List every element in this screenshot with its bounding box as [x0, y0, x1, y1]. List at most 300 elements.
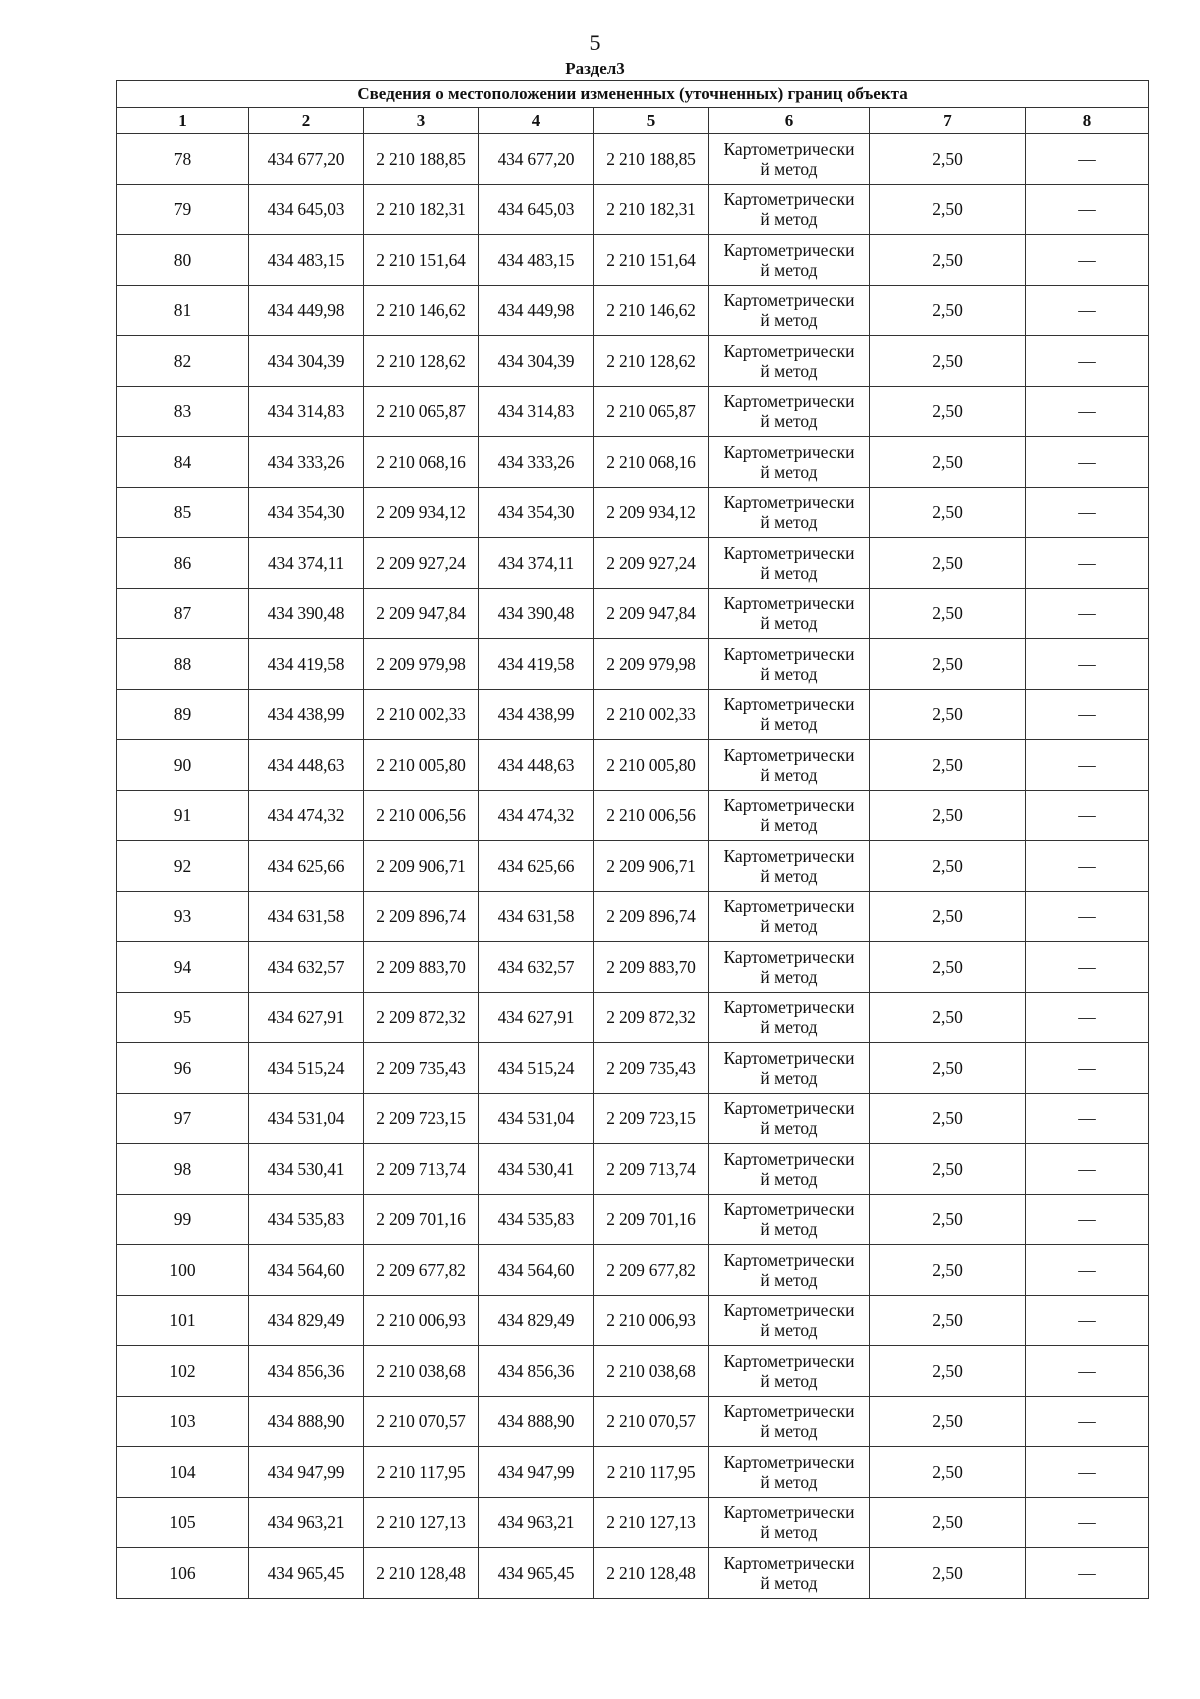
coordinate-cell: 2 210 006,93 — [364, 1295, 479, 1346]
coordinate-cell: 434 677,20 — [479, 134, 594, 185]
coordinate-cell: 2 209 713,74 — [364, 1144, 479, 1195]
note-dash-cell: — — [1026, 992, 1149, 1043]
table-row — [117, 1043, 1149, 1094]
table-row — [117, 740, 1149, 791]
coordinate-cell: 434 535,83 — [479, 1194, 594, 1245]
note-dash-cell: — — [1026, 437, 1149, 488]
table-row — [117, 1346, 1149, 1397]
coordinate-cell: 2 210 151,64 — [594, 235, 709, 286]
method-text-line1: Картометрически — [723, 1199, 855, 1220]
coordinate-cell: 2 209 906,71 — [364, 841, 479, 892]
table-row — [117, 1548, 1149, 1599]
coordinate-cell: 2 209 979,98 — [364, 639, 479, 690]
coordinate-cell: 2 210 127,13 — [594, 1497, 709, 1548]
accuracy-cell: 2,50 — [870, 1245, 1026, 1296]
method-text-line2: й метод — [760, 613, 818, 634]
method-cell — [709, 437, 870, 488]
note-dash-cell: — — [1026, 1043, 1149, 1094]
point-number-cell: 87 — [117, 588, 249, 639]
coordinate-cell: 2 209 677,82 — [594, 1245, 709, 1296]
table-row — [117, 891, 1149, 942]
coordinate-cell: 434 531,04 — [249, 1093, 364, 1144]
coordinate-cell: 434 856,36 — [479, 1346, 594, 1397]
coordinate-cell: 2 209 947,84 — [364, 588, 479, 639]
accuracy-cell: 2,50 — [870, 538, 1026, 589]
method-cell — [709, 487, 870, 538]
point-number-cell: 96 — [117, 1043, 249, 1094]
method-text-line1: Картометрически — [723, 542, 855, 563]
table-row — [117, 336, 1149, 387]
table-row — [117, 538, 1149, 589]
column-number: 1 — [117, 108, 249, 134]
table-row — [117, 386, 1149, 437]
coordinate-cell: 434 963,21 — [479, 1497, 594, 1548]
method-text-line2: й метод — [760, 865, 818, 886]
accuracy-cell: 2,50 — [870, 1497, 1026, 1548]
method-text-line1: Картометрически — [723, 795, 855, 816]
coordinate-cell: 434 965,45 — [479, 1548, 594, 1599]
accuracy-cell: 2,50 — [870, 1396, 1026, 1447]
method-cell — [709, 336, 870, 387]
method-cell — [709, 740, 870, 791]
note-dash-cell: — — [1026, 1346, 1149, 1397]
boundary-points-table — [116, 80, 1149, 1599]
coordinate-cell: 434 474,32 — [249, 790, 364, 841]
method-text-line2: й метод — [760, 1421, 818, 1442]
accuracy-cell: 2,50 — [870, 1548, 1026, 1599]
method-text-line1: Картометрически — [723, 1401, 855, 1422]
method-text-line1: Картометрически — [723, 441, 855, 462]
method-text-line1: Картометрически — [723, 845, 855, 866]
accuracy-cell: 2,50 — [870, 1447, 1026, 1498]
point-number-cell: 88 — [117, 639, 249, 690]
note-dash-cell: — — [1026, 386, 1149, 437]
coordinate-cell: 434 374,11 — [249, 538, 364, 589]
table-row — [117, 285, 1149, 336]
method-text-line2: й метод — [760, 1067, 818, 1088]
coordinate-cell: 2 210 128,48 — [364, 1548, 479, 1599]
coordinate-cell: 434 564,60 — [479, 1245, 594, 1296]
coordinate-cell: 2 209 677,82 — [364, 1245, 479, 1296]
coordinate-cell: 434 631,58 — [249, 891, 364, 942]
coordinate-cell: 434 677,20 — [249, 134, 364, 185]
method-cell — [709, 992, 870, 1043]
method-cell — [709, 1548, 870, 1599]
note-dash-cell: — — [1026, 1144, 1149, 1195]
method-cell — [709, 1093, 870, 1144]
coordinate-cell: 434 390,48 — [249, 588, 364, 639]
method-text-line1: Картометрически — [723, 694, 855, 715]
coordinate-cell: 434 531,04 — [479, 1093, 594, 1144]
table-row — [117, 992, 1149, 1043]
coordinate-cell: 434 625,66 — [479, 841, 594, 892]
method-text-line2: й метод — [760, 663, 818, 684]
table-row — [117, 942, 1149, 993]
coordinate-cell: 434 564,60 — [249, 1245, 364, 1296]
point-number-cell: 90 — [117, 740, 249, 791]
method-text-line2: й метод — [760, 259, 818, 280]
accuracy-cell: 2,50 — [870, 841, 1026, 892]
method-text-line1: Картометрически — [723, 1300, 855, 1321]
note-dash-cell: — — [1026, 1396, 1149, 1447]
coordinate-cell: 434 645,03 — [249, 184, 364, 235]
coordinate-cell: 434 354,30 — [479, 487, 594, 538]
coordinate-cell: 2 209 927,24 — [364, 538, 479, 589]
point-number-cell: 80 — [117, 235, 249, 286]
coordinate-cell: 2 209 883,70 — [364, 942, 479, 993]
table-body — [117, 134, 1149, 1599]
section-title: Раздел3 — [565, 59, 625, 78]
accuracy-cell: 2,50 — [870, 285, 1026, 336]
method-cell — [709, 790, 870, 841]
accuracy-cell: 2,50 — [870, 588, 1026, 639]
accuracy-cell: 2,50 — [870, 942, 1026, 993]
table-row — [117, 1447, 1149, 1498]
point-number-cell: 93 — [117, 891, 249, 942]
accuracy-cell: 2,50 — [870, 1144, 1026, 1195]
note-dash-cell: — — [1026, 235, 1149, 286]
coordinate-cell: 434 374,11 — [479, 538, 594, 589]
point-number-cell: 98 — [117, 1144, 249, 1195]
coordinate-cell: 2 210 068,16 — [364, 437, 479, 488]
column-number: 6 — [709, 108, 870, 134]
coordinate-cell: 434 632,57 — [249, 942, 364, 993]
method-cell — [709, 841, 870, 892]
method-cell — [709, 184, 870, 235]
method-text-line1: Картометрически — [723, 946, 855, 967]
note-dash-cell: — — [1026, 1447, 1149, 1498]
coordinate-cell: 2 209 701,16 — [594, 1194, 709, 1245]
note-dash-cell: — — [1026, 841, 1149, 892]
note-dash-cell: — — [1026, 134, 1149, 185]
method-text-line2: й метод — [760, 1168, 818, 1189]
method-cell — [709, 134, 870, 185]
coordinate-cell: 434 829,49 — [479, 1295, 594, 1346]
note-dash-cell: — — [1026, 790, 1149, 841]
coordinate-cell: 434 515,24 — [479, 1043, 594, 1094]
point-number-cell: 84 — [117, 437, 249, 488]
coordinate-cell: 2 209 906,71 — [594, 841, 709, 892]
coordinate-cell: 2 210 146,62 — [594, 285, 709, 336]
coordinate-cell: 2 210 117,95 — [594, 1447, 709, 1498]
coordinate-cell: 434 947,99 — [479, 1447, 594, 1498]
method-text-line1: Картометрически — [723, 1502, 855, 1523]
coordinate-cell: 434 631,58 — [479, 891, 594, 942]
accuracy-cell: 2,50 — [870, 184, 1026, 235]
method-cell — [709, 1295, 870, 1346]
point-number-cell: 89 — [117, 689, 249, 740]
coordinate-cell: 434 314,83 — [249, 386, 364, 437]
accuracy-cell: 2,50 — [870, 891, 1026, 942]
coordinate-cell: 2 210 038,68 — [364, 1346, 479, 1397]
note-dash-cell: — — [1026, 285, 1149, 336]
coordinate-cell: 434 314,83 — [479, 386, 594, 437]
table-row — [117, 1295, 1149, 1346]
point-number-cell: 92 — [117, 841, 249, 892]
note-dash-cell: — — [1026, 740, 1149, 791]
method-text-line2: й метод — [760, 714, 818, 735]
method-text-line2: й метод — [760, 158, 818, 179]
method-cell — [709, 1144, 870, 1195]
accuracy-cell: 2,50 — [870, 639, 1026, 690]
table-row — [117, 1144, 1149, 1195]
note-dash-cell: — — [1026, 1548, 1149, 1599]
accuracy-cell: 2,50 — [870, 790, 1026, 841]
method-text-line1: Картометрически — [723, 593, 855, 614]
method-text-line1: Картометрически — [723, 643, 855, 664]
coordinate-cell: 2 210 128,62 — [594, 336, 709, 387]
coordinate-cell: 2 210 188,85 — [364, 134, 479, 185]
method-text-line1: Картометрически — [723, 1451, 855, 1472]
coordinate-cell: 434 856,36 — [249, 1346, 364, 1397]
coordinate-cell: 434 333,26 — [249, 437, 364, 488]
accuracy-cell: 2,50 — [870, 487, 1026, 538]
column-number: 3 — [364, 108, 479, 134]
point-number-cell: 91 — [117, 790, 249, 841]
method-text-line2: й метод — [760, 815, 818, 836]
method-text-line1: Картометрически — [723, 744, 855, 765]
method-text-line2: й метод — [760, 1320, 818, 1341]
coordinate-cell: 434 632,57 — [479, 942, 594, 993]
method-cell — [709, 942, 870, 993]
coordinate-cell: 2 210 151,64 — [364, 235, 479, 286]
coordinate-cell: 434 625,66 — [249, 841, 364, 892]
point-number-cell: 100 — [117, 1245, 249, 1296]
method-text-line2: й метод — [760, 916, 818, 937]
point-number-cell: 101 — [117, 1295, 249, 1346]
accuracy-cell: 2,50 — [870, 1043, 1026, 1094]
coordinate-cell: 2 209 872,32 — [594, 992, 709, 1043]
method-cell — [709, 891, 870, 942]
method-cell — [709, 1447, 870, 1498]
note-dash-cell: — — [1026, 1093, 1149, 1144]
note-dash-cell: — — [1026, 336, 1149, 387]
coordinate-cell: 2 210 002,33 — [364, 689, 479, 740]
note-dash-cell: — — [1026, 1295, 1149, 1346]
coordinate-cell: 434 530,41 — [249, 1144, 364, 1195]
column-number: 4 — [479, 108, 594, 134]
table-row — [117, 437, 1149, 488]
note-dash-cell: — — [1026, 1497, 1149, 1548]
method-text-line1: Картометрически — [723, 138, 855, 159]
coordinate-cell: 434 304,39 — [249, 336, 364, 387]
method-text-line1: Картометрически — [723, 391, 855, 412]
coordinate-cell: 2 210 188,85 — [594, 134, 709, 185]
coordinate-cell: 2 210 038,68 — [594, 1346, 709, 1397]
method-cell — [709, 538, 870, 589]
coordinate-cell: 2 210 146,62 — [364, 285, 479, 336]
coordinate-cell: 2 209 735,43 — [364, 1043, 479, 1094]
coordinate-cell: 434 438,99 — [249, 689, 364, 740]
coordinate-cell: 434 888,90 — [249, 1396, 364, 1447]
coordinate-cell: 2 210 182,31 — [594, 184, 709, 235]
method-text-line2: й метод — [760, 411, 818, 432]
accuracy-cell: 2,50 — [870, 386, 1026, 437]
point-number-cell: 94 — [117, 942, 249, 993]
method-text-line2: й метод — [760, 1522, 818, 1543]
note-dash-cell: — — [1026, 538, 1149, 589]
coordinate-cell: 2 209 713,74 — [594, 1144, 709, 1195]
coordinate-cell: 2 210 006,93 — [594, 1295, 709, 1346]
method-text-line2: й метод — [760, 1017, 818, 1038]
coordinate-cell: 434 483,15 — [249, 235, 364, 286]
note-dash-cell: — — [1026, 639, 1149, 690]
table-row — [117, 184, 1149, 235]
method-cell — [709, 1346, 870, 1397]
method-text-line2: й метод — [760, 360, 818, 381]
coordinate-cell: 434 947,99 — [249, 1447, 364, 1498]
coordinate-cell: 434 304,39 — [479, 336, 594, 387]
point-number-cell: 81 — [117, 285, 249, 336]
method-cell — [709, 1396, 870, 1447]
note-dash-cell: — — [1026, 1245, 1149, 1296]
coordinate-cell: 2 209 896,74 — [594, 891, 709, 942]
coordinate-cell: 2 210 068,16 — [594, 437, 709, 488]
accuracy-cell: 2,50 — [870, 689, 1026, 740]
point-number-cell: 97 — [117, 1093, 249, 1144]
method-text-line1: Картометрически — [723, 1098, 855, 1119]
method-text-line2: й метод — [760, 1572, 818, 1593]
coordinate-cell: 434 963,21 — [249, 1497, 364, 1548]
table-row — [117, 841, 1149, 892]
coordinate-cell: 2 210 002,33 — [594, 689, 709, 740]
table-caption-row — [117, 81, 1149, 108]
coordinate-cell: 2 209 934,12 — [364, 487, 479, 538]
coordinate-cell: 2 209 927,24 — [594, 538, 709, 589]
point-number-cell: 83 — [117, 386, 249, 437]
point-number-cell: 103 — [117, 1396, 249, 1447]
point-number-cell: 95 — [117, 992, 249, 1043]
method-text-line2: й метод — [760, 310, 818, 331]
accuracy-cell: 2,50 — [870, 336, 1026, 387]
point-number-cell: 106 — [117, 1548, 249, 1599]
table-row — [117, 1396, 1149, 1447]
coordinate-cell: 2 210 006,56 — [594, 790, 709, 841]
accuracy-cell: 2,50 — [870, 1194, 1026, 1245]
method-cell — [709, 1245, 870, 1296]
method-text-line1: Картометрически — [723, 1148, 855, 1169]
note-dash-cell: — — [1026, 942, 1149, 993]
coordinate-cell: 434 645,03 — [479, 184, 594, 235]
column-number: 5 — [594, 108, 709, 134]
coordinate-cell: 2 209 934,12 — [594, 487, 709, 538]
accuracy-cell: 2,50 — [870, 740, 1026, 791]
column-number: 8 — [1026, 108, 1149, 134]
table-row — [117, 1194, 1149, 1245]
coordinate-cell: 434 474,32 — [479, 790, 594, 841]
note-dash-cell: — — [1026, 689, 1149, 740]
table-row — [117, 1093, 1149, 1144]
method-cell — [709, 689, 870, 740]
coordinate-cell: 434 627,91 — [249, 992, 364, 1043]
coordinate-cell: 434 965,45 — [249, 1548, 364, 1599]
column-number: 7 — [870, 108, 1026, 134]
method-text-line2: й метод — [760, 461, 818, 482]
method-text-line2: й метод — [760, 512, 818, 533]
method-text-line1: Картометрически — [723, 189, 855, 210]
accuracy-cell: 2,50 — [870, 134, 1026, 185]
coordinate-cell: 2 210 005,80 — [364, 740, 479, 791]
method-text-line2: й метод — [760, 209, 818, 230]
coordinate-cell: 2 210 006,56 — [364, 790, 479, 841]
method-text-line2: й метод — [760, 764, 818, 785]
point-number-cell: 86 — [117, 538, 249, 589]
method-text-line2: й метод — [760, 1219, 818, 1240]
column-number-row — [117, 108, 1149, 134]
coordinate-cell: 2 209 735,43 — [594, 1043, 709, 1094]
point-number-cell: 82 — [117, 336, 249, 387]
coordinate-cell: 434 448,63 — [479, 740, 594, 791]
coordinate-cell: 434 354,30 — [249, 487, 364, 538]
method-text-line2: й метод — [760, 1269, 818, 1290]
coordinate-cell: 434 419,58 — [479, 639, 594, 690]
coordinate-cell: 434 448,63 — [249, 740, 364, 791]
coordinate-cell: 434 515,24 — [249, 1043, 364, 1094]
method-text-line1: Картометрически — [723, 896, 855, 917]
accuracy-cell: 2,50 — [870, 1346, 1026, 1397]
coordinate-cell: 2 210 127,13 — [364, 1497, 479, 1548]
method-cell — [709, 386, 870, 437]
coordinate-cell: 2 210 065,87 — [594, 386, 709, 437]
coordinate-cell: 434 627,91 — [479, 992, 594, 1043]
note-dash-cell: — — [1026, 487, 1149, 538]
accuracy-cell: 2,50 — [870, 235, 1026, 286]
coordinate-cell: 2 209 723,15 — [364, 1093, 479, 1144]
point-number-cell: 104 — [117, 1447, 249, 1498]
method-cell — [709, 588, 870, 639]
coordinate-cell: 2 210 065,87 — [364, 386, 479, 437]
coordinate-cell: 434 449,98 — [479, 285, 594, 336]
coordinate-cell: 434 535,83 — [249, 1194, 364, 1245]
coordinate-cell: 2 209 979,98 — [594, 639, 709, 690]
point-number-cell: 102 — [117, 1346, 249, 1397]
method-text-line2: й метод — [760, 1118, 818, 1139]
method-cell — [709, 639, 870, 690]
coordinate-cell: 2 209 723,15 — [594, 1093, 709, 1144]
coordinate-cell: 2 210 128,48 — [594, 1548, 709, 1599]
coordinate-cell: 434 333,26 — [479, 437, 594, 488]
method-cell — [709, 1194, 870, 1245]
accuracy-cell: 2,50 — [870, 1093, 1026, 1144]
coordinate-cell: 434 888,90 — [479, 1396, 594, 1447]
coordinate-cell: 434 829,49 — [249, 1295, 364, 1346]
method-text-line1: Картометрически — [723, 997, 855, 1018]
coordinate-cell: 2 209 872,32 — [364, 992, 479, 1043]
coordinate-cell: 2 210 117,95 — [364, 1447, 479, 1498]
coordinate-cell: 2 209 883,70 — [594, 942, 709, 993]
coordinate-cell: 434 483,15 — [479, 235, 594, 286]
coordinate-cell: 2 210 070,57 — [364, 1396, 479, 1447]
method-text-line2: й метод — [760, 562, 818, 583]
method-text-line2: й метод — [760, 966, 818, 987]
coordinate-cell: 2 209 896,74 — [364, 891, 479, 942]
column-number: 2 — [249, 108, 364, 134]
coordinate-cell: 2 210 182,31 — [364, 184, 479, 235]
point-number-cell: 105 — [117, 1497, 249, 1548]
coordinate-cell: 434 449,98 — [249, 285, 364, 336]
method-text-line1: Картометрически — [723, 1047, 855, 1068]
method-text-line1: Картометрически — [723, 340, 855, 361]
table-row — [117, 1245, 1149, 1296]
table-row — [117, 1497, 1149, 1548]
coordinate-cell: 2 210 005,80 — [594, 740, 709, 791]
table-row — [117, 639, 1149, 690]
point-number-cell: 78 — [117, 134, 249, 185]
table-row — [117, 487, 1149, 538]
method-cell — [709, 1497, 870, 1548]
coordinate-cell: 434 438,99 — [479, 689, 594, 740]
method-text-line1: Картометрически — [723, 492, 855, 513]
